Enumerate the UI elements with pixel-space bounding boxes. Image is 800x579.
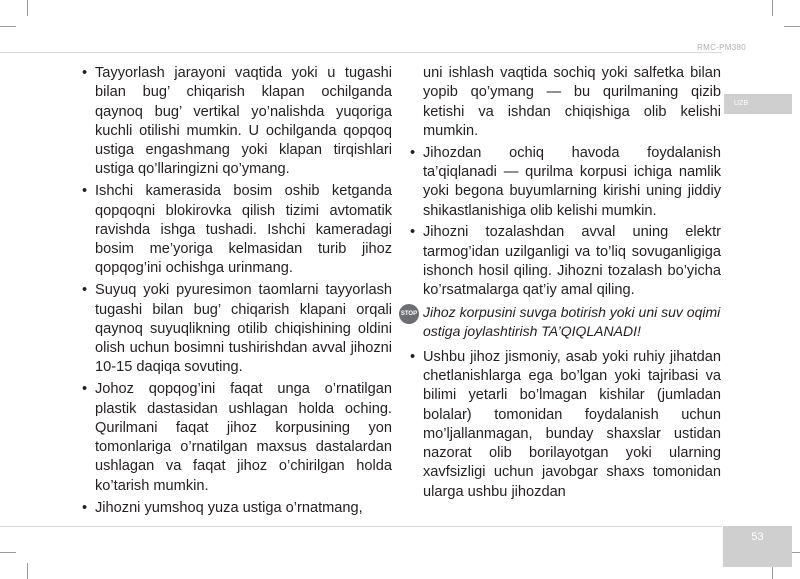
header-rule: [0, 52, 722, 53]
warning-text: Jihoz korpusini suvga botirish yoki uni suv oqimi ostiga joylashtirish TA’QIQLANADI!: [423, 304, 721, 340]
language-tab: UZB: [724, 94, 792, 114]
list-item: • Ishchi kamerasida bosim oshib ketganda qopqoqni blokirovka qilish tizimi avtomatik ravishda ishga tushadi. Ishchi kameradagi bosim me’yoriga kelmasidan turib jihoz qopqog’ini ochishga urinmang.: [81, 182, 392, 278]
list-item: • Suyuq yoki pyuresimon taomlarni tayyorlash tugashi bilan bug’ chiqarish klapani orqali qaynoq suyuqlikning otilib chiqishining oldini olish uchun bosimni tushirishdan avval jihozni 10-15 daqiqa sovuting.: [81, 281, 392, 377]
right-column: [400, 64, 721, 505]
crop-mark: [27, 563, 28, 579]
list-item: • Ushbu jihoz jismoniy, asab yoki ruhiy jihatdan chetlanishlarga ega bo’lgan yoki tajribasi va bilimi yetarli bo’lmagan kishilar (jumladan bolalar) tomonidan foydalanish uchun mo’ljallanmagan, bunday shaxslar ustidan nazorat olib borilayotgan yoki ularning xavfsizligi uchun javobgar shaxs tomonidan ularga ushbu jihozdan: [409, 348, 721, 502]
list-item: • Jihozni yumshoq yuza ustiga o’rnatmang,: [81, 499, 392, 518]
stop-icon: STOP: [399, 304, 419, 324]
list-item: • Tayyorlash jarayoni vaqtida yoki u tugashi bilan bug’ chiqarish klapan ochilganda qaynoq bug’ vertikal yo’nalishda yuqoriga kuchli otilishi mumkin. U ochilganda qopqoq ustiga engashmang yoki klapan tirqishlari ustiga qo’llaringizni qo’ymang.: [81, 64, 392, 180]
left-column: [81, 64, 392, 520]
list-item: • Johoz qopqog’ini faqat unga o’rnatilgan plastik dastasidan ushlagan holda oching. Qurilmani faqat jihoz korpusining yon tomonlariga o’rnatilgan maxsus dastalardan ushlagan va faqat jihoz o’chirilgan holda ko’tarish mumkin.: [81, 380, 392, 496]
safety-list-right: [409, 64, 721, 301]
list-item: • Jihozni tozalashdan avval uning elektr tarmog’idan uzilganligi va to’liq sovuganligiga ishonch hosil qiling. Jihozni tozalash bo’yicha ko’rsatmalarga qat’iy amal qiling.: [409, 223, 721, 300]
crop-mark: [27, 0, 28, 16]
list-item-continuation: uni ishlash vaqtida sochiq yoki salfetka bilan yopib qo’ymang — bu qurilmaning qizib ketishi va ishdan chiqishiga olib kelishi mumkin.: [423, 65, 721, 139]
page-number: 53: [723, 526, 792, 567]
crop-mark: [0, 26, 16, 27]
crop-mark: [772, 0, 773, 16]
list-item: • Jihozdan ochiq havoda foydalanish ta’qiqlanadi — qurilma korpusi ichiga namlik yoki begona buyumlarning kirishi uning jiddiy shikastlanishiga olib kelishi mumkin.: [409, 144, 721, 221]
footer-rule: [0, 526, 722, 527]
safety-list-right-2: [409, 348, 721, 502]
crop-mark: [0, 552, 16, 553]
stop-warning: [400, 303, 721, 342]
model-number: RMC-PM380: [697, 43, 746, 52]
crop-mark: [784, 26, 800, 27]
safety-list-left: [81, 64, 392, 518]
